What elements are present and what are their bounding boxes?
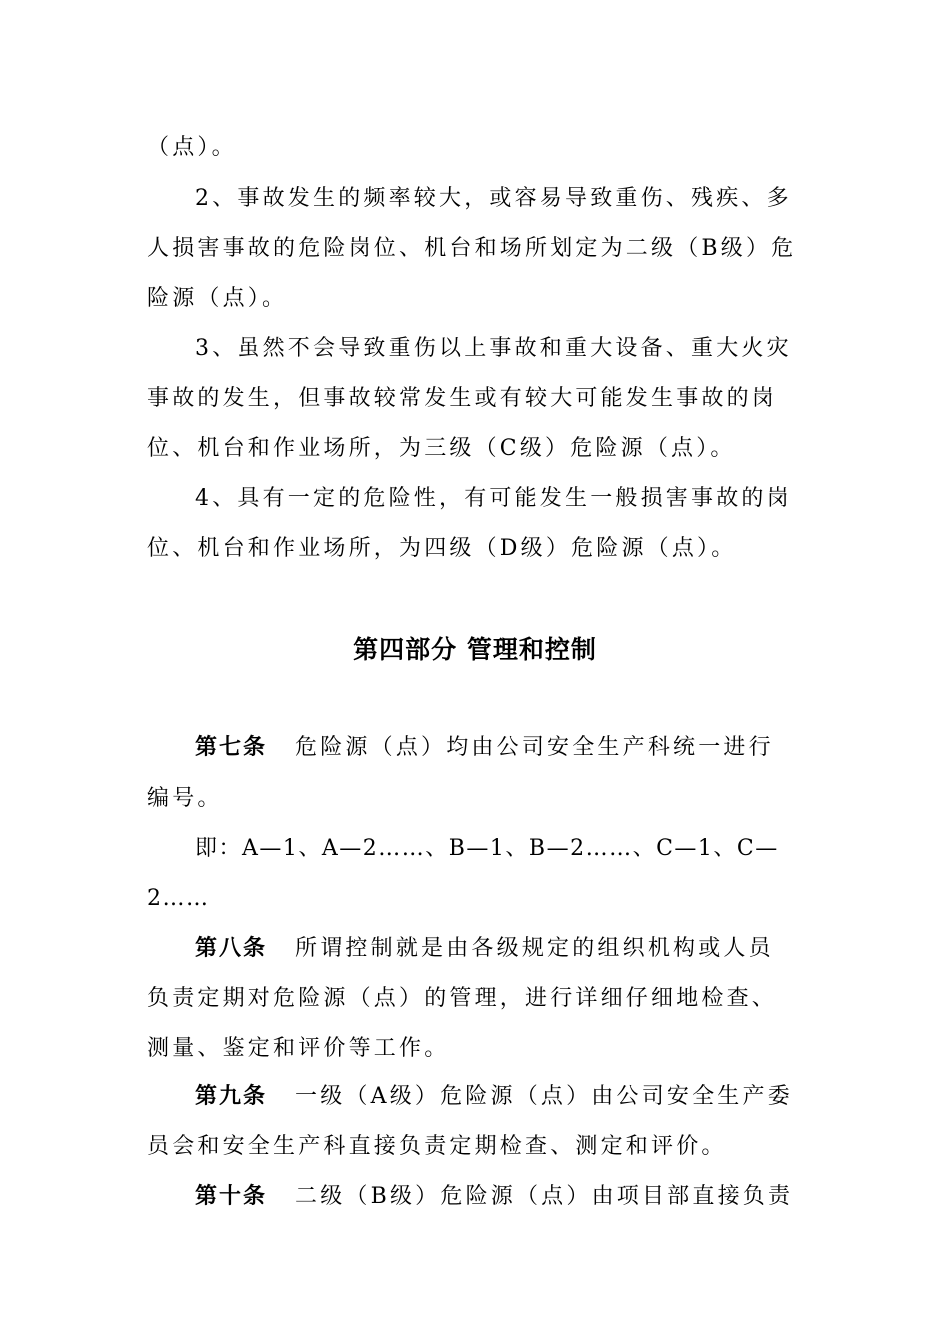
article-label: 第九条 bbox=[195, 1084, 268, 1109]
text-line: 险源（点）。 bbox=[147, 286, 288, 311]
text-line: 位、机台和作业场所，为四级（D级）危险源（点）。 bbox=[147, 536, 737, 561]
text-line: 事故的发生，但事故较常发生或有较大可能发生事故的岗 bbox=[147, 386, 778, 411]
article-text: 所谓控制就是由各级规定的组织机构或人员 bbox=[295, 936, 774, 961]
article-10 bbox=[195, 1186, 807, 1208]
text-line: 编号。 bbox=[147, 786, 223, 811]
text-line: 负责定期对危险源（点）的管理，进行详细仔细地检查、 bbox=[147, 986, 778, 1011]
article-label: 第七条 bbox=[195, 735, 268, 760]
text-line: 4、具有一定的危险性，有可能发生一般损害事故的岗 bbox=[195, 486, 792, 511]
text-line: 测量、鉴定和评价等工作。 bbox=[147, 1036, 450, 1061]
text-line: 员会和安全生产科直接负责定期检查、测定和评价。 bbox=[147, 1134, 727, 1159]
text-line: 即：A—1、A—2……、B—1、B—2……、C—1、C— bbox=[195, 836, 779, 861]
text-line: 3、虽然不会导致重伤以上事故和重大设备、重大火灾 bbox=[195, 336, 792, 361]
text-line: 2、事故发生的频率较大，或容易导致重伤、残疾、多 bbox=[195, 186, 792, 211]
article-text: 一级（A级）危险源（点）由公司安全生产委 bbox=[295, 1084, 793, 1109]
article-label: 第八条 bbox=[195, 936, 268, 961]
section-title: 第四部分 管理和控制 bbox=[353, 635, 597, 664]
article-9 bbox=[195, 1086, 807, 1108]
text-line: 2…… bbox=[147, 886, 210, 911]
article-text: 二级（B级）危险源（点）由项目部直接负责 bbox=[295, 1184, 794, 1209]
text-line: （点）。 bbox=[147, 135, 237, 160]
article-7 bbox=[195, 737, 807, 759]
article-label: 第十条 bbox=[195, 1184, 268, 1209]
article-8 bbox=[195, 938, 807, 960]
text-line: 位、机台和作业场所，为三级（C级）危险源（点）。 bbox=[147, 436, 736, 461]
article-text: 危险源（点）均由公司安全生产科统一进行 bbox=[295, 735, 774, 760]
text-line: 人损害事故的危险岗位、机台和场所划定为二级（B级）危 bbox=[147, 236, 797, 261]
